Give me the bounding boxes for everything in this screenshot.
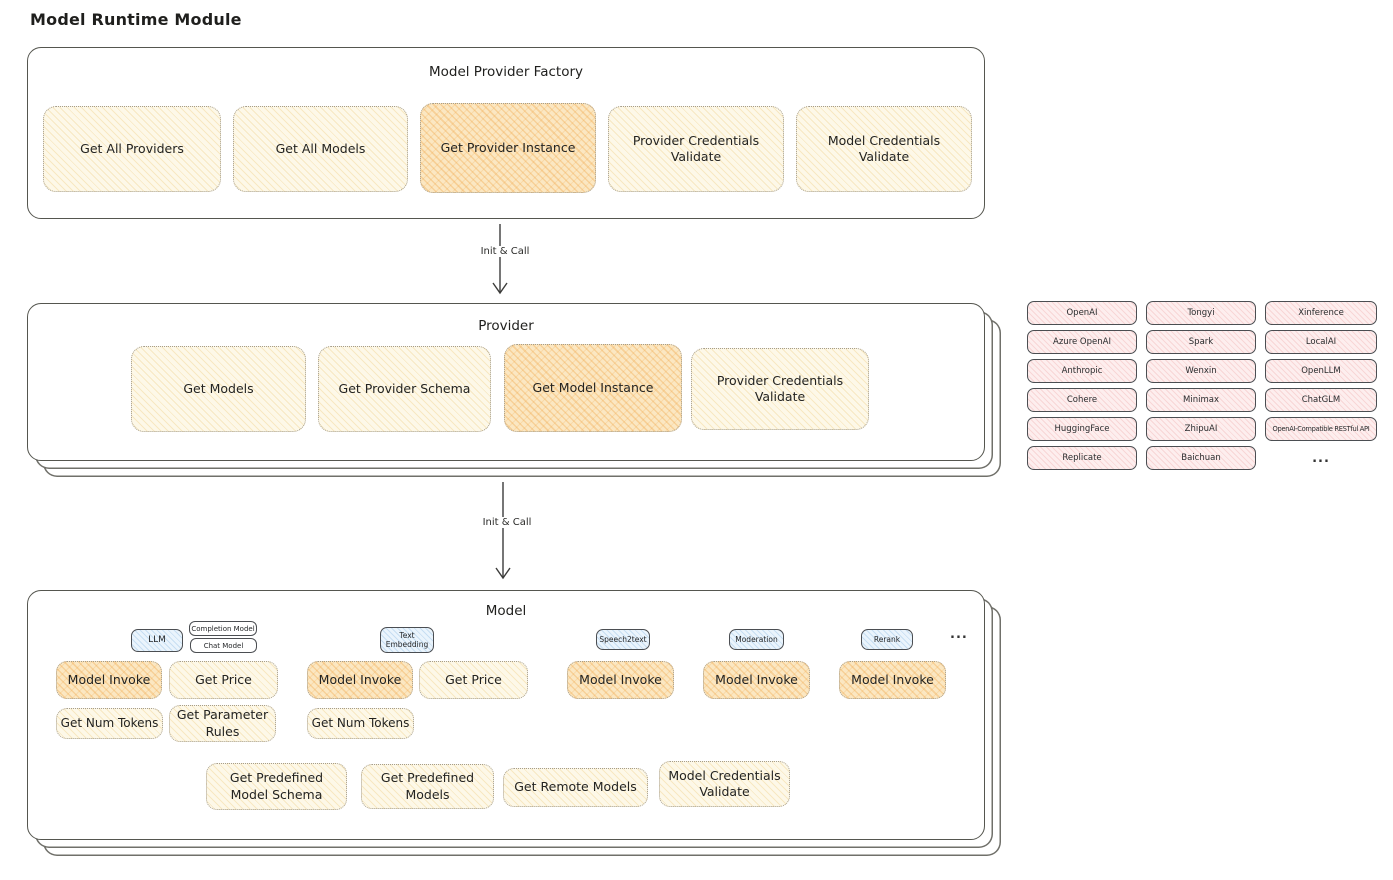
llm-get-num-tokens-button: Get Num Tokens (56, 708, 163, 739)
tab-rerank: Rerank (861, 629, 913, 650)
llm-get-parameter-rules-button: Get Parameter Rules (169, 705, 276, 742)
provider-chip-chatglm: ChatGLM (1265, 388, 1377, 412)
provider-chip-cohere: Cohere (1027, 388, 1137, 412)
provider-chip-azure-openai: Azure OpenAI (1027, 330, 1137, 354)
llm-get-price-button: Get Price (169, 661, 278, 699)
text-embedding-get-num-tokens-button: Get Num Tokens (307, 708, 414, 739)
provider-chip-zhipuai: ZhipuAI (1146, 417, 1256, 441)
moderation-model-invoke-button: Model Invoke (703, 661, 810, 699)
init-call-arrow-2 (491, 482, 515, 584)
text-embedding-model-invoke-button: Model Invoke (307, 661, 413, 699)
provider-chip-spark: Spark (1146, 330, 1256, 354)
get-all-models-button: Get All Models (233, 106, 408, 192)
factory-title: Model Provider Factory (428, 64, 583, 80)
tab-text-embedding: Text Embedding (380, 627, 434, 653)
provider-chip-xinference: Xinference (1265, 301, 1377, 325)
provider-credentials-validate-button: Provider Credentials Validate (608, 106, 784, 192)
llm-model-invoke-button: Model Invoke (56, 661, 162, 699)
get-provider-schema-button: Get Provider Schema (318, 346, 491, 432)
tab-completion-model: Completion Model (189, 621, 257, 636)
provider-chip-grid (1027, 301, 1377, 470)
provider-chip-wenxin: Wenxin (1146, 359, 1256, 383)
get-model-instance-button: Get Model Instance (504, 344, 682, 432)
tab-chat-model: Chat Model (190, 638, 257, 653)
init-call-arrow-1 (488, 224, 512, 298)
provider-chip-minimax: Minimax (1146, 388, 1256, 412)
get-predefined-models-button: Get Predefined Models (361, 764, 494, 809)
tab-llm: LLM (131, 629, 183, 652)
get-models-button: Get Models (131, 346, 306, 432)
tab-moderation: Moderation (729, 629, 784, 650)
text-embedding-get-price-button: Get Price (419, 661, 528, 699)
rerank-model-invoke-button: Model Invoke (839, 661, 946, 699)
tab-speech2text: Speech2text (596, 629, 650, 650)
provider-chip-huggingface: HuggingFace (1027, 417, 1137, 441)
provider-chip-tongyi: Tongyi (1146, 301, 1256, 325)
get-all-providers-button: Get All Providers (43, 106, 221, 192)
get-remote-models-button: Get Remote Models (503, 768, 648, 807)
provider-chip-anthropic: Anthropic (1027, 359, 1137, 383)
get-predefined-model-schema-button: Get Predefined Model Schema (206, 763, 347, 810)
provider-chip-replicate: Replicate (1027, 446, 1137, 470)
model-box (27, 590, 985, 840)
model-credentials-validate-button: Model Credentials Validate (796, 106, 972, 192)
provider-chip-openai: OpenAI (1027, 301, 1137, 325)
speech2text-model-invoke-button: Model Invoke (567, 661, 674, 699)
init-call-label-2: Init & Call (463, 517, 551, 528)
get-provider-instance-button: Get Provider Instance (420, 103, 596, 193)
provider-chip-openllm: OpenLLM (1265, 359, 1377, 383)
provider-box (27, 303, 985, 461)
provider-chip-openai-compatible-restful-api: OpenAI-Compatible RESTful API (1265, 417, 1377, 441)
factory-box (27, 47, 985, 219)
model-tabs-more-dots: ... (950, 627, 968, 642)
model-credentials-validate-button-2: Model Credentials Validate (659, 761, 790, 807)
page-title: Model Runtime Module (30, 10, 242, 29)
init-call-label-1: Init & Call (461, 246, 549, 257)
provider-credentials-validate-button-2: Provider Credentials Validate (691, 348, 869, 430)
provider-chip-baichuan: Baichuan (1146, 446, 1256, 470)
provider-title: Provider (478, 318, 534, 334)
provider-more-dots: ... (1312, 450, 1330, 466)
model-title: Model (485, 603, 527, 619)
provider-chip-localai: LocalAI (1265, 330, 1377, 354)
